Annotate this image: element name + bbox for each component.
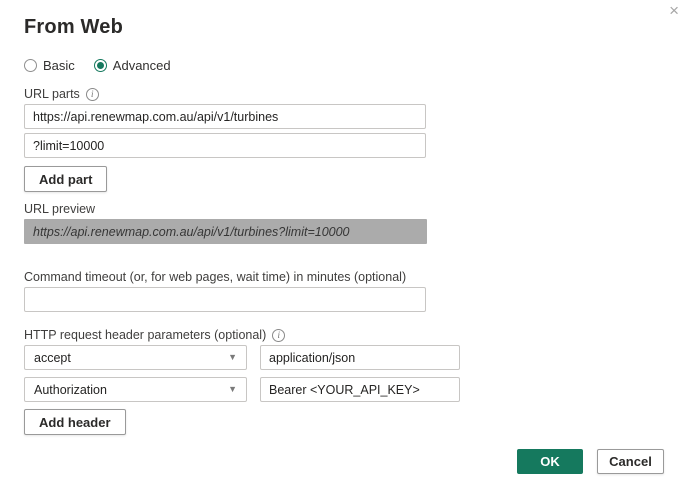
- close-icon[interactable]: ×: [669, 1, 679, 20]
- add-part-button[interactable]: Add part: [24, 166, 107, 192]
- cancel-button[interactable]: Cancel: [597, 449, 664, 474]
- radio-basic-label: Basic: [43, 58, 75, 73]
- header-name-dropdown-2[interactable]: [24, 377, 247, 402]
- chevron-down-icon: ▼: [228, 352, 237, 362]
- info-icon[interactable]: i: [272, 329, 285, 342]
- header-row: [24, 377, 686, 402]
- radio-basic-circle-icon[interactable]: [24, 59, 37, 72]
- header-name-dropdown-1[interactable]: [24, 345, 247, 370]
- info-icon[interactable]: i: [86, 88, 99, 101]
- header-value-input-1[interactable]: [260, 345, 460, 370]
- radio-advanced-label: Advanced: [112, 58, 171, 73]
- radio-advanced-circle-icon[interactable]: [94, 59, 107, 72]
- header-value-input-2[interactable]: [260, 377, 460, 402]
- url-preview-value: https://api.renewmap.com.au/api/v1/turbines?limit=10000: [24, 219, 427, 244]
- url-preview-label: URL preview: [24, 202, 96, 216]
- dialog-footer: [0, 449, 686, 475]
- chevron-down-icon: ▼: [228, 384, 237, 394]
- header-row: [24, 345, 686, 370]
- radio-basic[interactable]: [24, 58, 75, 73]
- command-timeout-label: Command timeout (or, for web pages, wait time) in minutes (optional): [24, 270, 407, 284]
- header-name-value: Authorization: [34, 382, 107, 397]
- page-title: From Web: [24, 16, 124, 38]
- radio-advanced[interactable]: [94, 58, 171, 73]
- url-part-input-2[interactable]: [24, 133, 426, 158]
- url-part-input-1[interactable]: [24, 104, 426, 129]
- command-timeout-input[interactable]: [24, 287, 426, 312]
- mode-radio-group: [24, 58, 686, 73]
- header-name-value: accept: [34, 350, 71, 365]
- http-headers-label: HTTP request header parameters (optional) i: [24, 328, 686, 342]
- url-parts-label: URL parts i: [24, 87, 686, 101]
- add-header-button[interactable]: Add header: [24, 409, 126, 435]
- ok-button[interactable]: OK: [517, 449, 583, 474]
